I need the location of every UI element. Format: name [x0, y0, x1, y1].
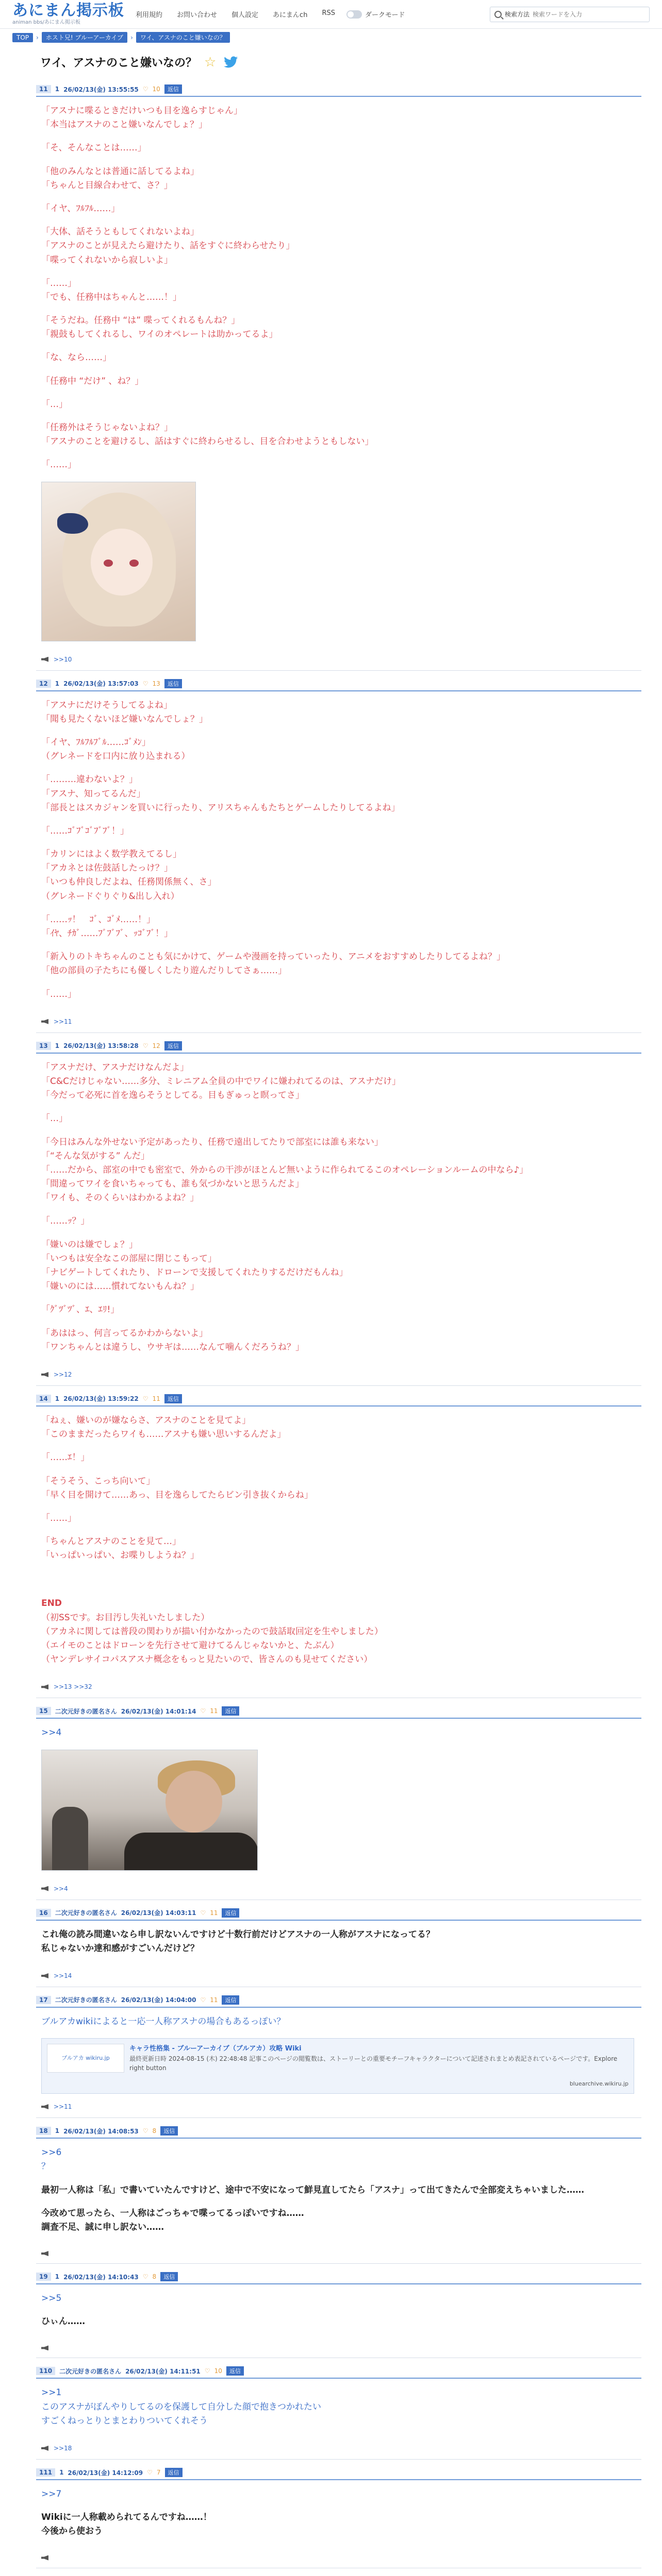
post-number[interactable]: 17: [36, 1996, 51, 2004]
top-nav: [136, 9, 335, 19]
post-header: [36, 1394, 641, 1406]
like-heart-icon[interactable]: ♡: [200, 1909, 206, 1917]
reply-anchor-link[interactable]: >>4: [41, 1727, 62, 1738]
post-author: 二次元好きの匿名さん: [55, 1996, 117, 2004]
link-thumbnail: ブルアカ wikiru.jp: [47, 2044, 124, 2073]
post-text: 「アスナに喋るときだけいつも目を逸らすじゃん」 「本当はアスナのこと嫌いなんでしょ？」: [41, 106, 242, 130]
post-body: [36, 2008, 641, 2099]
post-number[interactable]: 19: [36, 2273, 51, 2281]
dark-mode-toggle[interactable]: [346, 9, 405, 19]
post-text-link[interactable]: ブルアカwikiによると一応一人称アスナの場合もあるっぽい？: [41, 2016, 286, 2027]
megaphone-icon[interactable]: [41, 1684, 48, 1689]
like-heart-icon[interactable]: ♡: [142, 1395, 148, 1402]
megaphone-icon[interactable]: [41, 657, 48, 662]
post-text: 「カリンにはよく数学教えてるし」 「アカネとは佐鼓話したっけ？」 「いつも仲良しだよね、任務関係無く、さ」 （グレネードぐりぐり&出し入れ）: [41, 849, 217, 902]
thread-post: [36, 1386, 641, 1698]
post-author: 1: [55, 86, 60, 93]
post-number[interactable]: 110: [36, 2367, 55, 2375]
reply-anchor-link[interactable]: >>13 >>32: [54, 1683, 92, 1691]
post-number[interactable]: 12: [36, 680, 51, 688]
search-type-select[interactable]: 検索方法: [505, 11, 530, 18]
twitter-bird-icon[interactable]: [223, 56, 239, 69]
post-text: 「アスナだけ、アスナだけなんだよ」 「C&Cだけじゃない……多分、ミレニアム全員の中でワイに嫌われてるのは、アスナだけ」 「今だって必死に首を逸らそうとしてる。目もぎゅっと瞑ってさ」: [41, 1062, 401, 1101]
like-heart-icon[interactable]: ♡: [200, 1707, 206, 1715]
post-text: 「ちゃんとアスナのことを見て…」 「いっぱいっぱい、お喋りしようね？」: [41, 1536, 199, 1561]
thread-post: [36, 1698, 641, 1900]
post-number[interactable]: 15: [36, 1707, 51, 1715]
post-header: [36, 84, 641, 97]
breadcrumb-separator-icon: ›: [130, 33, 133, 41]
post-text: 「大体、話そうともしてくれないよね」 「アスナのことが見えたら避けたり、話をすぐに終わらせたり」 「喋ってくれないから寂しいよ」: [41, 227, 295, 265]
post-date: 26/02/13(金) 14:08:53: [63, 2127, 139, 2135]
like-count: 8: [152, 2127, 157, 2135]
like-count: 13: [152, 680, 160, 687]
like-heart-icon[interactable]: ♡: [142, 1042, 148, 1049]
post-date: 26/02/13(金) 14:10:43: [63, 2273, 139, 2281]
post-author: 二次元好きの匿名さん: [59, 2367, 122, 2375]
reply-button[interactable]: 返信: [226, 2366, 244, 2376]
post-header: [36, 2126, 641, 2139]
nav-rss[interactable]: RSS: [322, 9, 335, 17]
link-title[interactable]: キャラ性格集 - ブルーアーカイブ（ブルアカ）攻略 Wiki: [129, 2045, 302, 2053]
thread-post: [36, 2460, 641, 2568]
megaphone-icon[interactable]: [41, 2104, 48, 2109]
post-footer: [36, 1014, 641, 1032]
post-text: これ俺の読み間違いなら申し訳ないんですけど十数行前だけどアスナの一人称がアスナになってる？ 私じゃないか達和感がすごいんだけど？: [41, 1929, 435, 1954]
like-heart-icon[interactable]: ♡: [200, 1996, 206, 2004]
post-footer: [36, 1881, 641, 1900]
post-date: 26/02/13(金) 14:11:51: [125, 2367, 201, 2375]
megaphone-icon[interactable]: [41, 2345, 48, 2350]
link-info: [129, 2044, 628, 2088]
post-text: 「……」: [41, 989, 76, 999]
reply-anchor-link[interactable]: >>10: [54, 655, 72, 663]
post-date: 26/02/13(金) 14:12:09: [68, 2469, 143, 2477]
like-count: 8: [152, 2273, 157, 2281]
post-text-link[interactable]: >>6 ？: [41, 2147, 62, 2172]
like-count: 11: [210, 1707, 218, 1715]
thread-post: [36, 76, 641, 671]
thread-post-list: [0, 76, 662, 2576]
breadcrumb-separator-icon: ›: [36, 33, 39, 41]
post-date: 26/02/13(金) 13:59:22: [63, 1395, 139, 1403]
post-body: [36, 1719, 641, 1880]
post-header: [36, 2366, 641, 2379]
post-body: [36, 2284, 641, 2341]
post-author: 1: [55, 2273, 60, 2281]
like-count: 11: [210, 1996, 218, 2004]
post-text: ひぃん……: [41, 2316, 85, 2327]
favorite-star-icon[interactable]: ☆: [204, 54, 217, 70]
post-text: 「……」: [41, 1513, 76, 1523]
photo-head: [166, 1771, 222, 1833]
like-heart-icon[interactable]: ♡: [142, 680, 148, 687]
post-text: 「今日はみんな外せない予定があったり、任務で遠出してたりで部室には誰も来ない」 「“そんな気がする” んだ」 「……だから、部室の中でも密室で、外からの干渉がほとんど無いように作られてるこのオペレーションルームの中なら♪」 「間違ってワイを食いちゃっても、誰も気づかないと思うんだよ」 「ワイも、そのくらいはわかるよね？」: [41, 1137, 528, 1204]
megaphone-icon[interactable]: [41, 1886, 48, 1891]
logo-subtitle: animan bbs/あにまん掲示板: [12, 20, 80, 25]
reply-button[interactable]: 返信: [160, 2272, 178, 2281]
post-header: [36, 1908, 641, 1921]
like-count: 12: [152, 1042, 160, 1049]
post-text: 「……」 「でも、任務中はちゃんと……！」: [41, 278, 181, 302]
post-text: 「新入りのトキちゃんのことも気にかけて、ゲームや漫画を持っていったり、アニメをおすすめしたりしてるよね？」 「他の部員の子たちにも優しくしたり遊んだりしてさぁ……」: [41, 952, 505, 976]
post-author: 1: [55, 1395, 60, 1402]
breadcrumb-top[interactable]: TOP: [12, 33, 33, 42]
post-footer: [36, 1679, 641, 1698]
post-body: [36, 2139, 641, 2247]
post-footer: [36, 1968, 641, 1987]
breadcrumb-board[interactable]: ホスト兄! ブルーアーカイブ: [42, 32, 127, 43]
post-text: 「……ｯ！ ｺﾞ、ｺﾞﾒ……！」 「ｲﾔ、ﾁｶﾞ……ﾌﾞﾌﾞﾌﾞ、ｯｺﾞﾌﾞ！」: [41, 914, 173, 939]
photo-person-bg: [52, 1807, 88, 1871]
post-footer: [36, 2247, 641, 2263]
post-date: 26/02/13(金) 14:01:14: [121, 1707, 196, 1715]
post-number[interactable]: 111: [36, 2468, 55, 2477]
post-footer: [36, 652, 641, 670]
thread-post: [36, 671, 641, 1033]
reply-anchor-link[interactable]: >>11: [54, 1018, 72, 1025]
post-text: 「……」: [41, 460, 76, 470]
megaphone-icon[interactable]: [41, 2555, 48, 2561]
post-author: 1: [55, 1042, 60, 1049]
post-date: 26/02/13(金) 13:58:28: [63, 1042, 139, 1050]
post-header: [36, 2272, 641, 2284]
thread-post: [36, 1033, 641, 1386]
post-text: 「…」: [41, 399, 68, 410]
reply-button[interactable]: 返信: [222, 1706, 239, 1716]
post-body: [36, 97, 641, 652]
page-title: ワイ、アスナのこと嫌いなの？: [40, 57, 197, 70]
post-text: 「………違わないよ？」 「アスナ、知ってるんだ」 「部長とはスカジャンを買いに行ったり、アリスちゃんもたちとゲームしたりしてるよね」: [41, 774, 400, 813]
post-text: 「他のみんなとは普通に話してるよね」 「ちゃんと目線合わせて、さ？」: [41, 166, 199, 191]
post-text: 「イヤ、ﾌﾙﾌﾙﾌﾞﾙ……ｺﾞﾒﾝ」 （グレネードを口内に放り込まれる）: [41, 737, 190, 762]
reply-button[interactable]: 返信: [164, 84, 182, 94]
post-body: [36, 2480, 641, 2551]
post-author: 二次元好きの匿名さん: [55, 1909, 117, 1917]
post-body: [36, 2379, 641, 2441]
like-count: 7: [156, 2469, 161, 2476]
illustration-face: [91, 529, 153, 596]
reply-anchor-link[interactable]: >>12: [54, 1370, 72, 1378]
megaphone-icon[interactable]: [41, 2446, 48, 2451]
end-label: END: [41, 1598, 62, 1609]
post-text: 「イヤ、ﾌﾙﾌﾙ……」: [41, 203, 120, 214]
post-text: 「嫌いのは嫌でしょ？」 「いつもは安全なこの部屋に閉じこもって」 「ナビゲートしてくれたり、ドローンで支援してくれたりするだけだもんね」 「嫌いのには……慣れてないもんね？」: [41, 1239, 348, 1292]
megaphone-icon[interactable]: [41, 2251, 48, 2256]
photo-body: [124, 1833, 258, 1871]
post-number[interactable]: 11: [36, 85, 51, 93]
post-author: 1: [59, 2469, 64, 2476]
post-header: [36, 2468, 641, 2480]
nav-terms[interactable]: 利用規約: [136, 11, 163, 19]
thread-post: [36, 1900, 641, 1987]
search-input[interactable]: [533, 11, 645, 18]
post-body: [36, 1406, 641, 1679]
reply-button[interactable]: 返信: [160, 2126, 178, 2136]
post-text: 今改めて思ったら、一人称はごっちゃで喋ってるっぽいですね…… 調査不足、誠に申し訳ない……: [41, 2208, 304, 2232]
illustration-eye: [129, 560, 139, 567]
reply-anchor-link[interactable]: >>14: [54, 1972, 72, 1979]
post-header: [36, 1995, 641, 2008]
post-author: 1: [55, 680, 60, 687]
link-preview-card[interactable]: [41, 2038, 634, 2094]
like-heart-icon[interactable]: ♡: [142, 86, 148, 93]
reply-button[interactable]: 返信: [222, 1995, 239, 2005]
like-count: 10: [214, 2367, 222, 2375]
reply-anchor-link[interactable]: >>11: [54, 2103, 72, 2111]
post-text: 「あははっ、何言ってるかわからないよ」 「ワンちゃんとは違うし、ウサギは……なんて噛んくだろうね？」: [41, 1328, 304, 1352]
post-footer: [36, 2441, 641, 2459]
post-text-link[interactable]: >>7: [41, 2489, 62, 2499]
post-body: [36, 1054, 641, 1367]
post-footer: [36, 1367, 641, 1385]
post-text: 「…」: [41, 1113, 68, 1124]
link-description: 最終更新日時 2024-08-15 (木) 22:48:48 記事このページの閲覧数は、ストーリーとの重要モチーフキャラクターについて記述されまとめ表記されているページです。Explore right button: [129, 2055, 618, 2072]
post-text: 「な、なら……」: [41, 352, 111, 363]
post-afterword: END （初SSです。お目汚し失礼いたしました） （アカネに関しては普段の関わりが描い付かなかったので鼓話取回定を生やしました） （エイモのことはドローンを先行させて避けてるんじゃないかと、たぶん） （ヤンデレサイコパスアスナ概念をもっと見たいので、皆さんのも見せてください）: [41, 1598, 383, 1665]
post-text: 「そうだね。任務中 “は” 喋ってくれるもんね？」 「親鼓もしてくれるし、ワイのオペレートは助かってるよ」: [41, 315, 278, 340]
reply-anchor-link[interactable]: >>4: [54, 1885, 68, 1892]
like-heart-icon[interactable]: ♡: [147, 2469, 153, 2476]
reply-button[interactable]: 返信: [164, 679, 182, 688]
post-footer: [36, 2551, 641, 2568]
post-header: [36, 1041, 641, 1054]
search-box: [490, 7, 650, 22]
post-text: 「……ｴ！」: [41, 1452, 90, 1463]
attached-illustration-image[interactable]: [41, 482, 196, 641]
reply-anchor-link[interactable]: >>18: [54, 2445, 72, 2452]
post-text: 「……ｺﾞﾌﾞｺﾞﾌﾞﾌﾞ！」: [41, 825, 129, 836]
post-body: [36, 1921, 641, 1968]
post-header: [36, 679, 641, 691]
post-author: 二次元好きの匿名さん: [55, 1707, 117, 1715]
like-count: 11: [152, 1395, 160, 1402]
post-text: 「そうそう、こっち向いて」 「早く目を開けて……あっ、目を逸らしてたらビン引き抜くからね」: [41, 1476, 313, 1500]
attached-photo-image[interactable]: [41, 1750, 258, 1871]
megaphone-icon[interactable]: [41, 1372, 48, 1377]
like-heart-icon[interactable]: ♡: [142, 2273, 148, 2281]
site-logo[interactable]: [12, 3, 124, 25]
post-text: 「アスナにだけそうしてるよね」 「聞も見たくないほど嫌いなんでしょ？」: [41, 700, 208, 724]
thread-post: [36, 2358, 641, 2460]
post-date: 26/02/13(金) 14:03:11: [121, 1909, 196, 1917]
post-spacer: [41, 1572, 636, 1587]
post-footer: [36, 2099, 641, 2117]
post-text-link[interactable]: >>1 このアスナがぽんやりしてるのを保護して自分した顔で抱きつかれたい すごくねっとりとまとわりついてくれそう: [41, 2387, 321, 2426]
post-text-link[interactable]: >>5: [41, 2293, 62, 2304]
megaphone-icon[interactable]: [41, 1973, 48, 1978]
reply-button[interactable]: 返信: [222, 1908, 239, 1918]
like-heart-icon[interactable]: ♡: [204, 2367, 210, 2375]
post-author: 1: [55, 2127, 60, 2135]
logo-text: あにまん掲示板: [12, 2, 124, 20]
post-body: [36, 691, 641, 1014]
search-icon[interactable]: [494, 11, 502, 18]
breadcrumb: [0, 29, 662, 46]
post-date: 26/02/13(金) 14:04:00: [121, 1996, 196, 2004]
thread-post: [36, 2118, 641, 2264]
dark-mode-label: ダークモード: [365, 11, 405, 19]
post-text: 「任務中 “だけ” 、ね？」: [41, 376, 144, 386]
post-text: 「任務外はそうじゃないよね？」 「アスナのことを避けるし、話はすぐに終わらせるし、目を合わせようともしない」: [41, 422, 374, 447]
post-footer: [36, 2341, 641, 2358]
reply-button[interactable]: 返信: [164, 1041, 182, 1050]
post-number[interactable]: 18: [36, 2127, 51, 2135]
post-text: Wikiに一人称載められてるんですね……！ 今後から使おう: [41, 2512, 212, 2537]
thread-post: [36, 2264, 641, 2358]
megaphone-icon[interactable]: [41, 1019, 48, 1024]
nav-animanch[interactable]: あにまんch: [273, 11, 308, 19]
post-date: 26/02/13(金) 13:57:03: [63, 680, 139, 688]
post-date: 26/02/13(金) 13:55:55: [63, 86, 139, 93]
nav-settings[interactable]: 個人設定: [231, 11, 259, 19]
post-text: 最初一人称は「私」で書いていたんですけど、途中で不安になって鮮見直してたら「アスナ」って出てきたんで全部変えちゃいました……: [41, 2184, 584, 2195]
like-count: 10: [152, 86, 160, 93]
link-domain: bluearchive.wikiru.jp: [569, 2080, 628, 2087]
breadcrumb-thread[interactable]: ワイ、アスナのこと嫌いなの？: [136, 32, 230, 43]
thread-title-row: [0, 46, 662, 76]
post-header: [36, 1706, 641, 1719]
post-text: 「ｸﾞﾂﾞﾂﾞ、ｴ、ｴﾘ!」: [41, 1304, 120, 1315]
thread-post: [36, 1987, 641, 2118]
toggle-switch-icon[interactable]: [346, 10, 362, 19]
reply-button[interactable]: 返信: [164, 1394, 182, 1403]
post-text: 「そ、そんなことは……」: [41, 143, 146, 154]
like-count: 11: [210, 1909, 218, 1917]
illustration-eye: [104, 560, 113, 567]
post-number[interactable]: 16: [36, 1909, 51, 1917]
reply-button[interactable]: 返信: [165, 2468, 183, 2477]
like-heart-icon[interactable]: ♡: [142, 2127, 148, 2135]
thread-post: [36, 2568, 641, 2576]
post-text: 「……ｯ？」: [41, 1216, 90, 1227]
post-number[interactable]: 13: [36, 1042, 51, 1050]
post-number[interactable]: 14: [36, 1395, 51, 1403]
site-header: [0, 0, 662, 29]
post-text: 「ねぇ、嫌いのが嫌ならさ、アスナのことを見てよ」 「このままだったらワイも……アスナも嫌い思いするんだよ」: [41, 1415, 286, 1440]
nav-contact[interactable]: お問い合わせ: [177, 11, 218, 19]
